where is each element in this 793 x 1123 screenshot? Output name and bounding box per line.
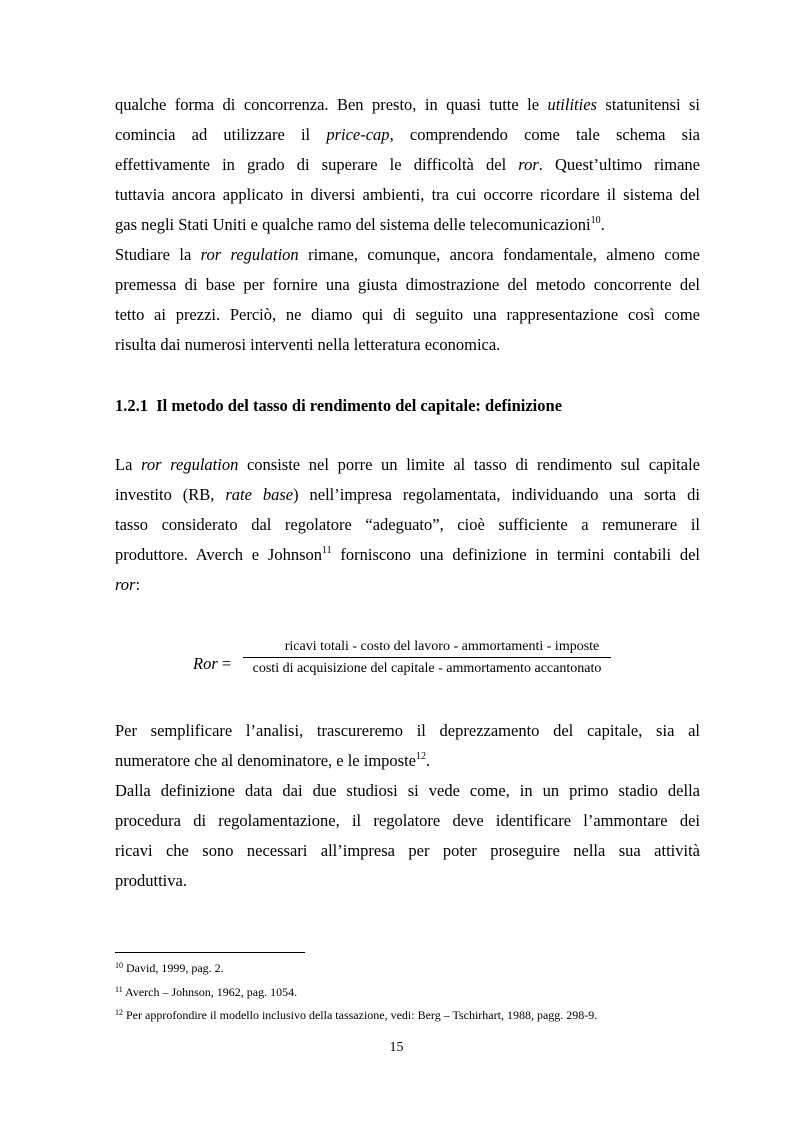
ror-formula xyxy=(193,632,623,682)
footnote-divider xyxy=(115,952,305,953)
text-line: ror: xyxy=(115,575,141,594)
text-line: Dalla definizione data dai due studiosi si vede come, in un primo stadio della xyxy=(115,781,700,800)
text-line: procedura di regolamentazione, il regolatore deve identificare l’ammontare dei xyxy=(115,811,700,830)
text-line: tetto ai prezzi. Perciò, ne diamo qui di seguito una rappresentazione così come xyxy=(115,305,700,324)
text-line: Studiare la ror regulation rimane, comunque, ancora fondamentale, almeno come xyxy=(115,245,700,264)
section-title: Il metodo del tasso di rendimento del capitale: definizione xyxy=(156,396,563,415)
text-line: investito (RB, rate base) nell’impresa regolamentata, individuando una sorta di xyxy=(115,485,701,504)
footnote-10: $^{10}$ David, 1999, pag. 2. xyxy=(115,961,224,975)
text-line: premessa di base per fornire una giusta dimostrazione del metodo concorrente del xyxy=(115,275,700,294)
section-heading xyxy=(115,394,700,418)
text-line: tasso considerato dal regolatore “adeguato”, cioè sufficiente a remunerare il xyxy=(115,515,700,534)
text-line: produttore. Averch e Johnson$^{11}$ forniscono una definizione in termini contabili del xyxy=(115,545,700,564)
text-line: numeratore che al denominatore, e le imposte$^{12}$. xyxy=(115,751,431,770)
text-line: tuttavia ancora applicato in diversi ambienti, tra cui occorre ricordare il sistema del xyxy=(115,185,700,204)
text-line: Per semplificare l’analisi, trascureremo il deprezzamento del capitale, sia al xyxy=(115,721,700,740)
text-line: La ror regulation consiste nel porre un limite al tasso di rendimento sul capitale xyxy=(115,455,701,474)
text-line: risulta dai numerosi interventi nella letteratura economica. xyxy=(115,335,501,354)
text-line: produttiva. xyxy=(115,871,187,890)
footnote-12: $^{12}$ Per approfondire il modello inclusivo della tassazione, vedi: Berg – Tschirhart, 1988, pagg. 298-9. xyxy=(115,1008,598,1022)
text-line: effettivamente in grado di superare le difficoltà del ror. Quest’ultimo rimane xyxy=(115,155,700,174)
footnote-ref[interactable]: 11 xyxy=(322,545,332,556)
paragraph-2 xyxy=(115,240,700,360)
fraction-bar xyxy=(243,657,611,658)
footnote-ref[interactable]: 10 xyxy=(590,215,601,226)
paragraph-3 xyxy=(115,450,700,600)
footnote-ref[interactable]: 12 xyxy=(416,751,427,762)
formula-fraction xyxy=(243,638,611,678)
page-number: 15 xyxy=(389,1040,404,1055)
footnote-11: $^{11}$ Averch – Johnson, 1962, pag. 1054. xyxy=(115,985,298,999)
formula-numerator: ricavi totali - costo del lavoro - ammortamenti - imposte xyxy=(284,639,600,654)
text-line: ricavi che sono necessari all’impresa per poter proseguire nella sua attività xyxy=(115,841,700,860)
paragraph-1 xyxy=(115,90,700,240)
section-number: 1.2.1 xyxy=(115,396,148,415)
text-line: gas negli Stati Uniti e qualche ramo del sistema delle telecomunicazioni$^{10}$. xyxy=(115,215,605,234)
text-line: comincia ad utilizzare il price-cap, comprendendo come tale schema sia xyxy=(115,125,700,144)
text-line: qualche forma di concorrenza. Ben presto, in quasi tutte le utilities statunitensi si xyxy=(115,95,700,114)
paragraph-5 xyxy=(115,776,700,896)
formula-lhs: Ror = xyxy=(193,654,232,673)
formula-denominator: costi di acquisizione del capitale - ammortamento accantonato xyxy=(252,661,602,676)
paragraph-4 xyxy=(115,716,700,776)
